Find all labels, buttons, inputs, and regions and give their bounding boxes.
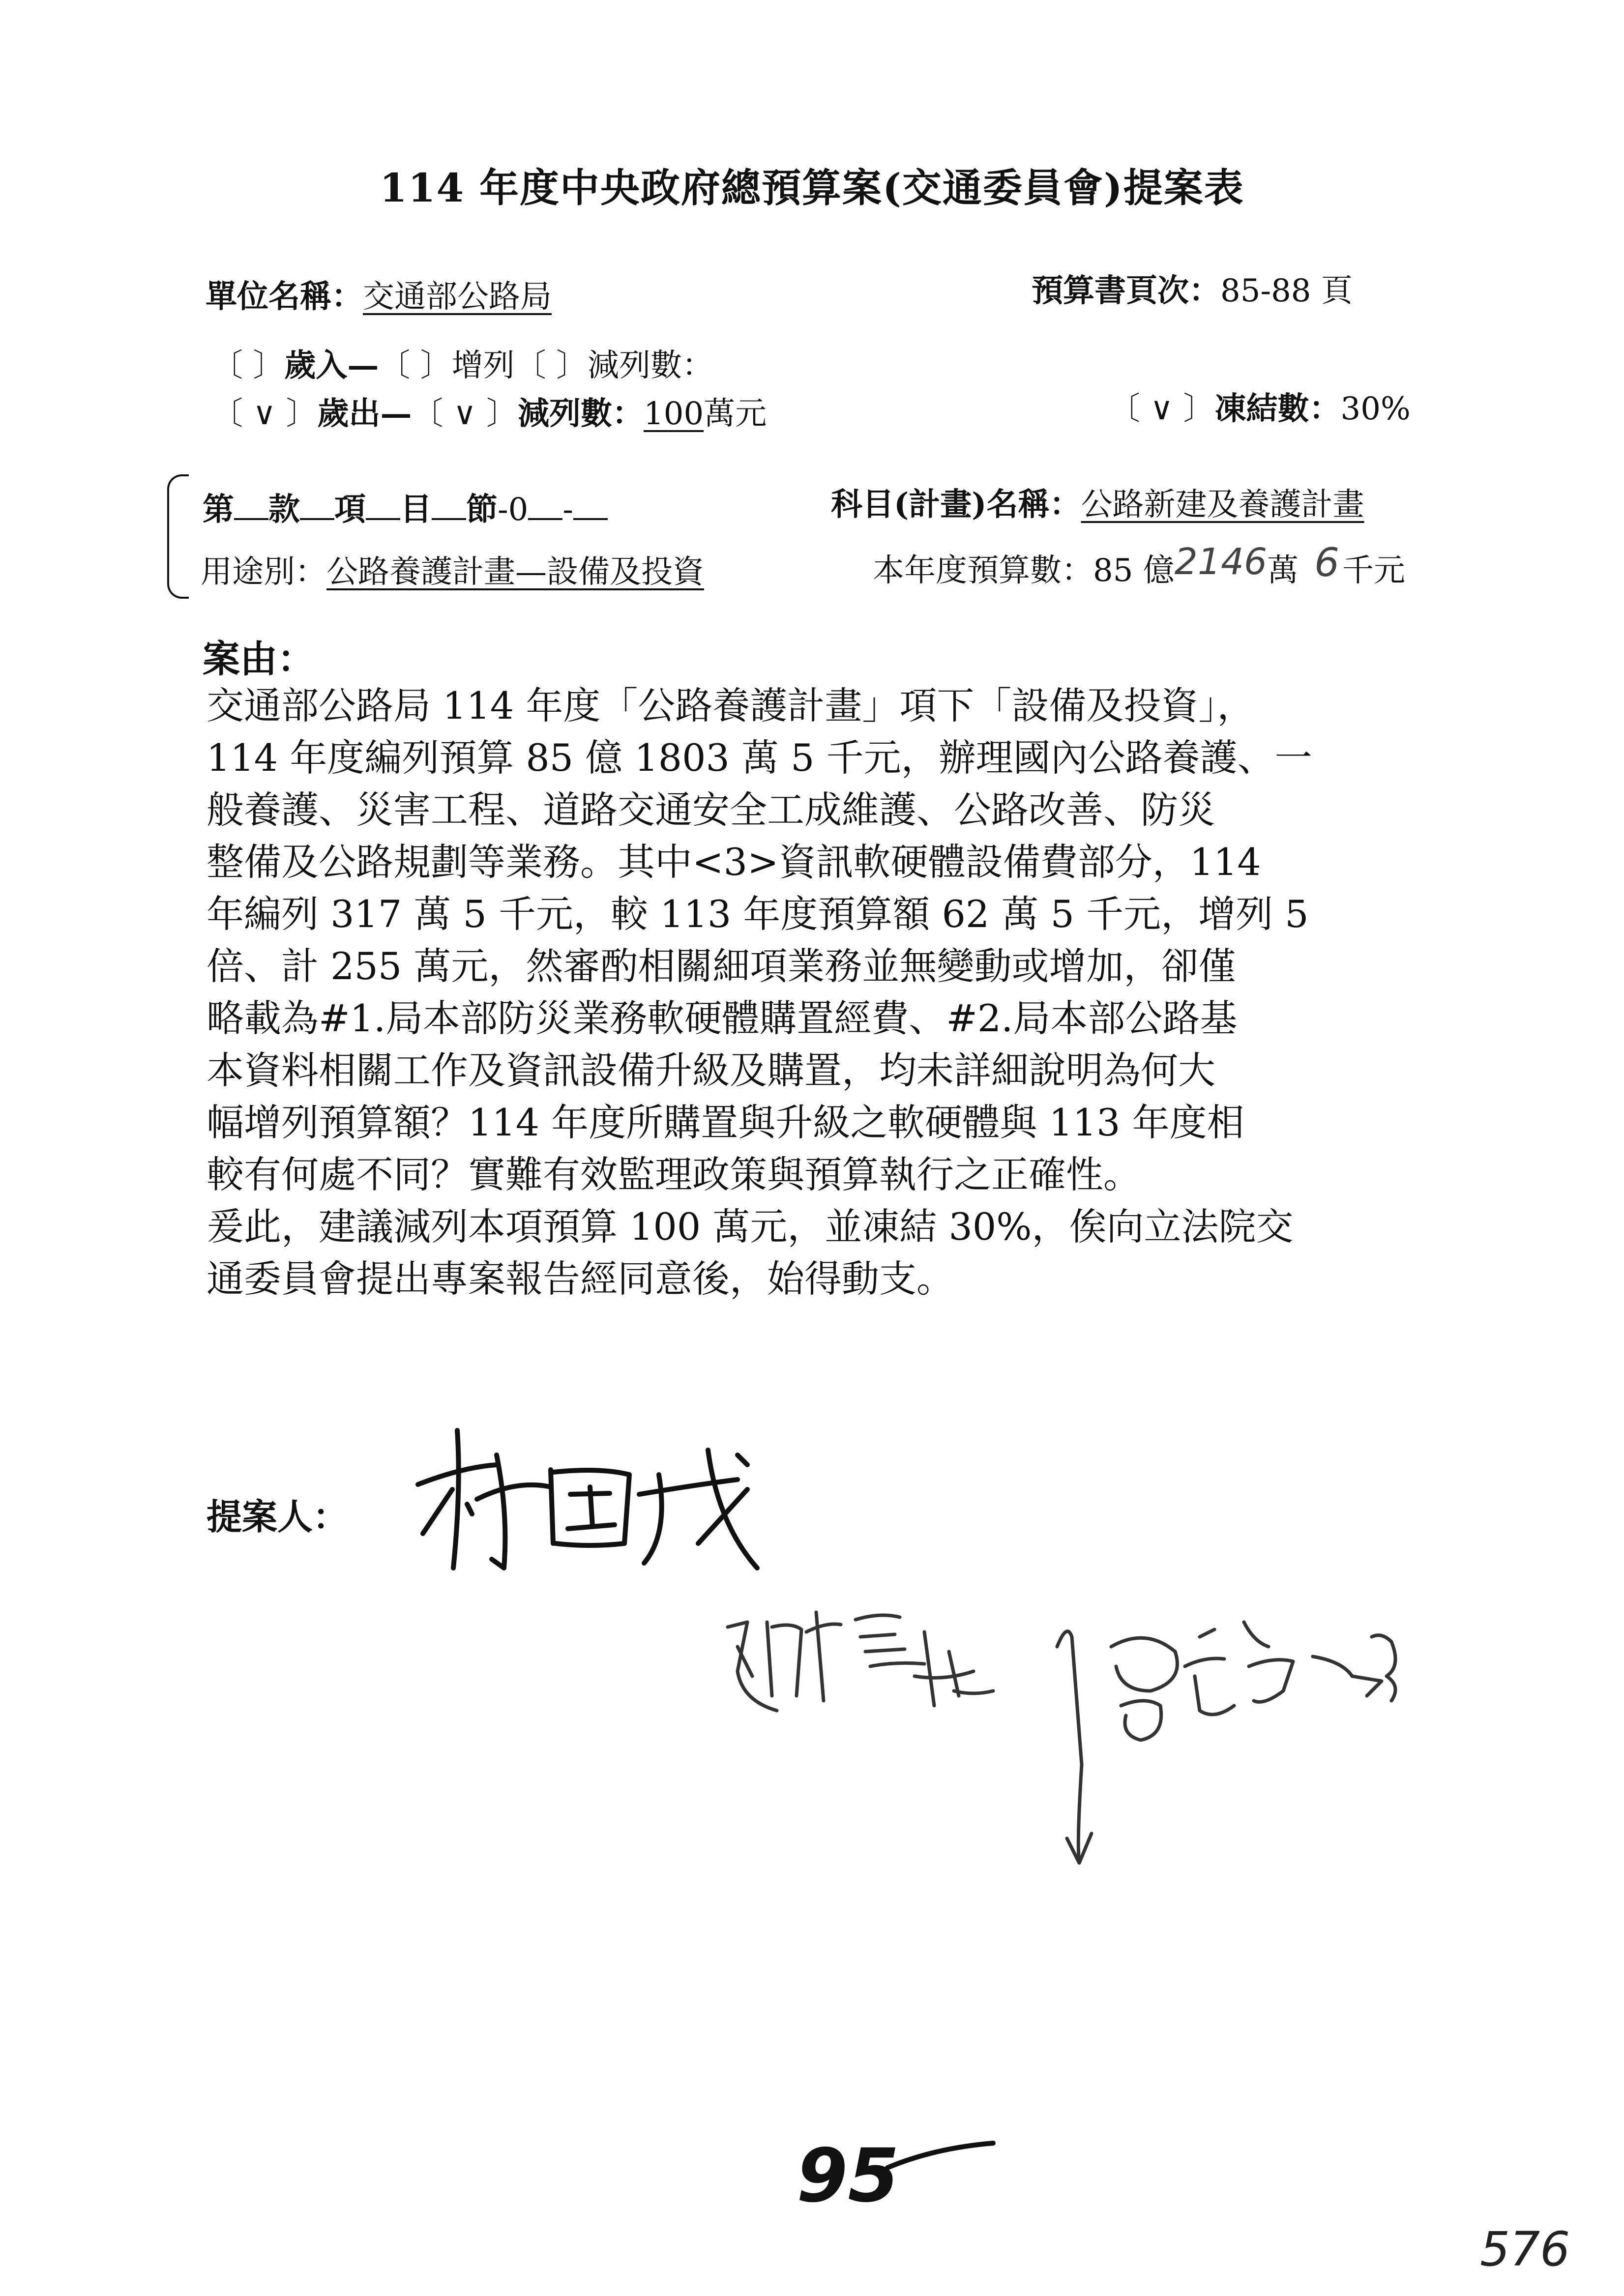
signature-2 [718, 1602, 1013, 1730]
unit-label: 單位名稱： [206, 278, 363, 315]
freeze-value: 30% [1340, 391, 1411, 427]
case-line: 爰此，建議減列本項預算 100 萬元，並凍結 30%，俟向立法院交 [207, 1205, 1294, 1249]
revenue-checkbox: 〔 〕 [211, 348, 285, 384]
section-blank [432, 490, 466, 520]
section-xiang: 項 [334, 491, 366, 528]
decrease-checkbox: 〔 〕 [514, 348, 588, 384]
section-blank [573, 490, 608, 520]
revenue-row [211, 340, 713, 385]
section-bracket [167, 474, 189, 599]
section-blank [234, 490, 268, 520]
freeze-label: 凍結數： [1214, 390, 1341, 427]
case-line: 交通部公路局 114 年度「公路養護計畫」項下「設備及投資」， [207, 684, 1255, 727]
subject-label: 科目(計畫)名稱： [831, 486, 1081, 523]
section-code-a: -0 [498, 492, 529, 528]
signature-3 [1037, 1607, 1411, 1878]
decrease-label: 減列數： [588, 348, 714, 384]
signature-1 [403, 1421, 777, 1588]
subject-row [831, 479, 1364, 524]
section-blank [300, 490, 334, 520]
section-mu: 目 [400, 491, 432, 528]
handwritten-page-number: 95 [797, 2133, 899, 2219]
unit-value: 交通部公路局 [363, 279, 552, 315]
budget-pages-label: 預算書頁次： [1032, 272, 1220, 309]
corner-page-number: 576 [1480, 2222, 1570, 2277]
subject-value: 公路新建及養護計畫 [1081, 487, 1364, 523]
section-blank [366, 490, 400, 520]
page-title: 114 年度中央政府總預算案(交通委員會)提案表 [380, 165, 1244, 211]
increase-label: 增列 [451, 348, 515, 384]
freeze-checkbox: 〔 ∨ 〕 [1109, 391, 1215, 427]
unit-row [206, 271, 552, 317]
expense-decrease-amount: 100 [644, 396, 704, 432]
purpose-value: 公路養護計畫—設備及投資 [326, 554, 704, 590]
expense-decrease-checkbox: 〔 ∨ 〕 [412, 396, 518, 432]
case-line: 整備及公路規劃等業務。其中<3>資訊軟硬體設備費部分，114 [207, 840, 1261, 884]
current-budget-qian-handwritten: 6 [1314, 540, 1340, 585]
page-number-flourish [885, 2138, 998, 2178]
revenue-label: 歲入— [284, 347, 379, 384]
expense-row [211, 388, 767, 434]
current-budget-row [873, 540, 1406, 590]
current-budget-wan-unit: 萬 [1267, 552, 1299, 589]
case-line: 倍、計 255 萬元，然審酌相關細項業務並無變動或增加，卻僅 [207, 944, 1236, 988]
section-di: 第 [203, 491, 234, 528]
freeze-row [1109, 383, 1411, 429]
case-line: 114 年度編列預算 85 億 1803 萬 5 千元，辦理國內公路養護、一 [207, 736, 1312, 780]
case-heading: 案由： [203, 637, 315, 681]
section-code-b: - [562, 492, 573, 528]
current-budget-wan-handwritten: 2146 [1174, 541, 1268, 583]
case-line: 較有何處不同？實難有效監理政策與預算執行之正確性。 [207, 1153, 1141, 1196]
purpose-label: 用途別： [201, 554, 326, 590]
case-line: 幅增列預算額？114 年度所購置與升級之軟硬體與 113 年度相 [207, 1101, 1244, 1144]
current-budget-label: 本年度預算數： [873, 552, 1093, 589]
expense-checkbox: 〔 ∨ 〕 [211, 396, 318, 432]
section-jie: 節 [466, 491, 498, 528]
case-body [207, 680, 1406, 1305]
expense-decrease-unit: 萬元 [704, 396, 767, 432]
case-line: 略載為#1.局本部防災業務軟硬體購置經費、#2.局本部公路基 [207, 996, 1238, 1040]
case-line: 年編列 317 萬 5 千元，較 113 年度預算額 62 萬 5 千元，增列 5 [207, 892, 1309, 936]
expense-label: 歲出— [317, 395, 412, 432]
budget-pages-value: 85-88 頁 [1220, 273, 1353, 309]
case-line: 本資料相關工作及資訊設備升級及購置，均未詳細說明為何大 [207, 1048, 1215, 1092]
section-kuan: 款 [268, 491, 300, 528]
current-budget-yi: 85 億 [1093, 552, 1175, 589]
case-line: 般養護、災害工程、道路交通安全工成維護、公路改善、防災 [207, 788, 1215, 832]
current-budget-qian-unit: 千元 [1342, 552, 1406, 589]
section-row [203, 484, 608, 529]
expense-decrease-label: 減列數： [518, 395, 644, 432]
budget-pages-row [1032, 265, 1353, 311]
increase-checkbox: 〔 〕 [379, 348, 452, 384]
case-line: 通委員會提出專案報告經同意後，始得動支。 [207, 1257, 954, 1301]
purpose-row [201, 547, 704, 592]
proposer-label: 提案人： [207, 1496, 349, 1538]
section-blank [528, 490, 562, 520]
